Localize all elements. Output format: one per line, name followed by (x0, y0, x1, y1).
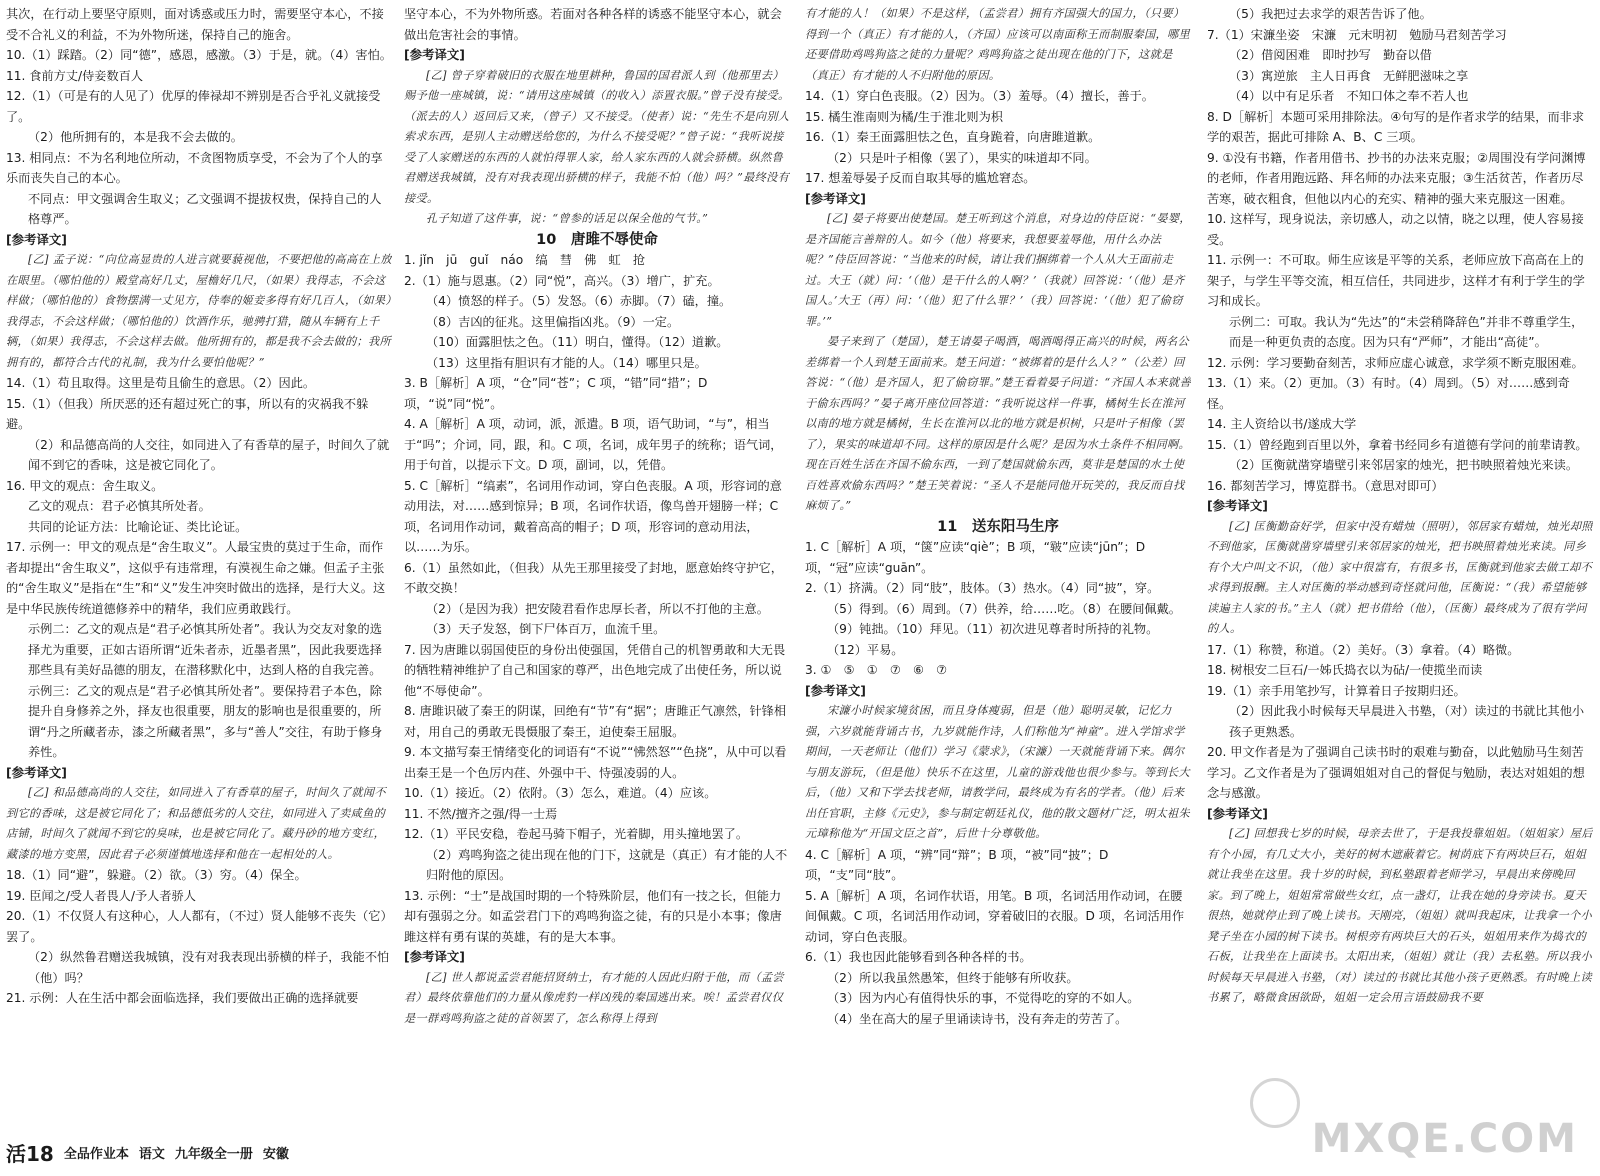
answer-item: 19.（1）亲手用笔抄写，计算着日子按期归还。 (1207, 683, 1466, 698)
answer-item: 15.（1）（但我）所厌恶的还有超过死亡的事，所以有的灾祸我不躲避。 (6, 396, 369, 431)
reference-translation-text: 孔子知道了这件事，说：“曾参的话足以保全他的气节。” (426, 212, 709, 225)
page-number: 活18 (6, 1142, 54, 1166)
answer-item: 13. 示例：“士”是战国时期的一个特殊阶层，他们有一技之长，但能力却有强弱之分。如孟尝君门下的鸡鸣狗盗之徒，有的只是小本事；像唐雎这样有勇有谋的英雄，有的是大本事。 (404, 888, 782, 944)
reference-translation-text: [乙] 匡衡勤奋好学，但家中没有蜡烛（照明），邻居家有蜡烛，烛光却照不到他家，匡衡就凿穿墙壁引来邻居家的烛光，把书映照着烛光来读。同乡有个大户叫文不识，（他）家中很富有，有很多书，匡衡就到他家去做工却不求得到报酬。主人对匡衡的举动感到奇怪就问他，匡衡说：“（我）希望能够读遍主人家的书。”主人（就）把书借给（他），（匡衡）最终成为了很有学问的人。 (1207, 519, 1593, 635)
answer-subitem: 示例二：乙文的观点是“君子必慎其所处者”。我认为交友对象的选择尤为重要，正如古语所谓“近朱者赤，近墨者黑”，因此我要选择那些具有美好品德的朋友，在潜移默化中，达到人格的自我完善。 (28, 622, 382, 677)
answer-subitem: 乙文的观点：君子必慎其所处者。 (28, 499, 211, 513)
answer-item: 9. 本文描写秦王情绪变化的词语有“不说”“怫然怒”“色挠”，从中可以看出秦王是一个色厉内荏、外强中干、恃强凌弱的人。 (404, 745, 787, 780)
answer-item: 8. 唐雎识破了秦王的阴谋，回绝有“节”有“据”；唐雎正气凛然，针锋相对，用自己的勇敢无畏慑服了秦王，迫使秦王屈服。 (404, 704, 787, 739)
answer-item: 13. 相同点：不为名利地位所动，不贪图物质享受，不会为了个人的享乐而丧失自己的本心。 (6, 150, 383, 185)
answer-item: 16. 都刻苦学习，博览群书。（意思对即可） (1207, 478, 1444, 493)
answer-item: 2.（1）施与恩惠。（2）同“悦”，高兴。（3）增广，扩充。 (404, 273, 720, 288)
answer-item: 15.（1）曾经跑到百里以外，拿着书经同乡有道德有学问的前辈请教。 (1207, 437, 1588, 452)
column-2 (404, 4, 790, 1134)
answer-subitem: （3）天子发怒，倒下尸体百万，血流千里。 (426, 622, 666, 636)
answer-item: 10. 这样写，现身说法，亲切感人，动之以情，晓之以理，使人容易接受。 (1207, 212, 1584, 247)
answer-item: 5. C［解析］“缟素”，名词用作动词，穿白色丧服。A 项，形容词的意动用法，对……感到惊异；B 项，名词作状语，像鸟兽开翅膀一样；C 项，名词用作动词，戴着高高的帽子；D 项，形容词的意动用法，以……为乐。 (404, 478, 782, 554)
answer-item: 2.（1）挤满。（2）同“肢”，肢体。（3）热水。（4）同“披”，穿。 (805, 581, 1160, 595)
page-footer (6, 1138, 289, 1167)
answer-subitem: （5）得到。（6）周到。（7）供养，给……吃。（8）在腰间佩戴。 (827, 601, 1181, 616)
reference-translation-heading: [参考译文] (1207, 498, 1268, 513)
reference-translation-text: [乙] 曾子穿着破旧的衣服在地里耕种，鲁国的国君派人到（他那里去）赐予他一座城镇，说：“请用这座城镇（的收入）添置衣服。”曾子没有接受。（派去的人）返回后又来，（曾子）又不接受。（使者）说：“先生不是向别人索求东西，是别人主动赠送给您的，为什么不接受呢？”曾子说：“我听说接受了人家赠送的东西的人就怕得罪人家，给人家东西的人就会骄横。纵然鲁君赠送我城镇，没有对我表现出骄横的样子，我能不怕（他）吗？”最终没有接受。 (404, 68, 790, 205)
answer-subitem: （2）借阅困难 即时抄写 勤奋以借 (1229, 48, 1432, 62)
answer-item: 11. 食前方丈/侍妾数百人 (6, 68, 144, 83)
answer-subitem: （2）因此我小时候每天早晨进入书塾，（对）读过的书就比其他小孩子更熟悉。 (1229, 704, 1585, 739)
answer-continuation: 坚守本心，不为外物所惑。若面对各种各样的诱惑不能坚守本心，就会做出危害社会的事情。 (404, 7, 782, 42)
answer-item: 19. 臣闻之/受人者畏人/予人者骄人 (6, 888, 196, 903)
answer-item: 6.（1）我也因此能够看到各种各样的书。 (805, 950, 1032, 964)
reference-translation-heading: [参考译文] (404, 949, 465, 964)
answer-item: 3. B［解析］A 项，“仓”同“苍”；C 项，“错”同“措”；D 项，“说”同“悦”。 (404, 376, 708, 411)
answer-item: 5. A［解析］A 项，名词作状语，用笔。B 项，名词活用作动词，在腰间佩戴。C 项，名词活用作动词，穿着破旧的衣服。D 项，名词活用作动词，穿白色丧服。 (805, 888, 1185, 944)
answer-continuation: 其次，在行动上要坚守原则，面对诱惑或压力时，需要坚守本心，不接受不合礼义的利益，不为外物所迷，保持自己的施舍。 (6, 7, 384, 42)
reference-translation-text: [乙] 晏子将要出使楚国。楚王听到这个消息，对身边的侍臣说：“晏婴，是齐国能言善辩的人。如今（他）将要来，我想要羞辱他，用什么办法呢？”侍臣回答说：“当他来的时候，请让我们捆绑着一个人从大王面前走过。大王（就）问：‘（他）是干什么的人啊？’（我就）回答说：‘（他）是齐国人。’大王（再）问：‘（他）犯了什么罪？’（我）回答说：‘（他）犯了偷窃罪。’” (805, 212, 1191, 328)
answer-item: 10.（1）踩踏。（2）同“德”，感恩，感激。（3）于是，就。（4）害怕。 (6, 48, 392, 62)
answer-item: 7.（1）宋濂坐姿 宋濂 元末明初 勉励马君刻苦学习 (1207, 27, 1507, 42)
answer-subitem: 示例三：乙文的观点是“君子必慎其所处者”。要保持君子本色，除提升自身修养之外，择友也很重要，朋友的影响也是很重要的，所谓“丹之所藏者赤，漆之所藏者黑”，多与“善人”交往，有助于修身养性。 (28, 683, 383, 759)
answer-subitem: （3）寓逆旅 主人日再食 无鲜肥滋味之享 (1229, 68, 1469, 83)
watermark: MXQE.COM (1311, 1116, 1578, 1162)
reference-translation-heading: [参考译文] (805, 682, 866, 698)
answer-item: 13.（1）来。（2）更加。（3）有时。（4）周到。（5）对……感到奇怪。 (1207, 376, 1570, 411)
answer-item: 4. C［解析］A 项，“辨”同“辩”；B 项，“被”同“披”；D 项，“支”同“肢”。 (805, 847, 1109, 882)
reference-translation-text: [乙] 孟子说：“向位高显贵的人进言就要藐视他，不要把他的高高在上放在眼里。（哪怕他的）殿堂高好几丈，屋檐好几尺，（如果）我得志，不会这样做；（哪怕他的）食物摆满一丈见方，侍奉的姬妾多得有好几百人，（如果）我得志，不会这样做；（哪怕他的）饮酒作乐，驰骋打猎，随从车辆有上千辆，（如果）我得志，不会这样去做。他所拥有的，都是我不会去做的；我所拥有的，都符合古代的礼制，我为什么要怕他呢？” (6, 253, 392, 369)
answer-subitem: （5）我把过去求学的艰苦告诉了他。 (1229, 7, 1432, 21)
answer-subitem: （12）平易。 (827, 642, 904, 657)
answer-item: 14.（1）穿白色丧服。（2）因为。（3）羞辱。（4）擅长，善于。 (805, 89, 1154, 103)
column-3 (805, 4, 1191, 1134)
answer-item: 17. 示例一：甲文的观点是“舍生取义”。人最宝贵的莫过于生命，而作者却提出“舍生取义”，这似乎有违常理，有漠视生命之嫌。但孟子主张的“舍生取义”是指在“生”和“义”发生冲突时做出的选择，是行大义。这是中华民族传统道德修养中的精华，我们应勇敢践行。 (6, 540, 386, 616)
answer-item: 11. 不然/擅齐之强/得一士焉 (404, 806, 558, 821)
answer-subitem: （13）这里指有胆识有才能的人。（14）哪里只是。 (426, 355, 707, 370)
answer-item: 17.（1）称赞，称道。（2）美好。（3）拿着。（4）略微。 (1207, 642, 1520, 657)
answer-subitem: （9）钝拙。（10）拜见。（11）初次进见尊者时所持的礼物。 (827, 622, 1159, 636)
answer-item: 17. 想羞辱晏子反而自取其辱的尴尬窘态。 (805, 171, 1036, 185)
answer-item: 3. ① ⑤ ① ⑦ ⑥ ⑦ (805, 663, 947, 677)
answer-item: 15. 橘生淮南则为橘/生于淮北则为枳 (805, 109, 1003, 124)
reference-translation-heading: [参考译文] (805, 190, 866, 206)
reference-translation-text: [乙] 世人都说孟尝君能招贤纳士，有才能的人因此归附于他，而（孟尝君）最终依靠他们的力量从像虎豹一样凶残的秦国逃出来。唉！孟尝君仅仅是一群鸡鸣狗盗之徒的首领罢了，怎么称得上得到 (404, 970, 784, 1025)
answer-item: 8. D［解析］本题可采用排除法。④句写的是作者求学的结果，而非求学的艰苦，据此可排除 A、B、C 三项。 (1207, 109, 1585, 144)
answer-subitem: 共同的论证方法：比喻论证、类比论证。 (28, 519, 248, 534)
answer-item: 18. 树根安二巨石/一姊氏捣衣以为砧/一使揽坐而读 (1207, 663, 1483, 677)
answer-subitem: 不同点：甲文强调舍生取义；乙文强调不提拔权贵，保持自己的人格尊严。 (28, 191, 382, 226)
answer-item: 20. 甲文作者是为了强调自己读书时的艰难与勤奋，以此勉励马生刻苦学习。乙文作者是为了强调姐姐对自己的督促与勉励，表达对姐姐的想念与感激。 (1207, 745, 1585, 800)
answer-subitem: （8）吉凶的征兆。这里偏指凶兆。（9）一定。 (426, 314, 680, 329)
column-4 (1207, 4, 1593, 1134)
answer-item: 18.（1）同“避”，躲避。（2）欲。（3）穷。（4）保全。 (6, 868, 307, 882)
answer-item: 9. ①没有书籍，作者用借书、抄书的办法来克服；②周围没有学问渊博的老师，作者用跑远路、拜名师的办法来克服；③生活贫苦，作者历尽苦寒，破衣粗食，但他以内心的充实、精神的强大来克服这一困难。 (1207, 150, 1586, 206)
answer-item: 12.（1）（可是有的人见了）优厚的俸禄却不辨别是否合乎礼义就接受了。 (6, 89, 381, 124)
answer-item: 21. 示例：人在生活中都会面临选择，我们要做出正确的选择就要 (6, 991, 359, 1005)
answer-subitem: （2）他所拥有的，本是我不会去做的。 (28, 130, 243, 144)
subject-name: 语文 (138, 1147, 165, 1162)
answer-subitem: （4）以中有足乐者 不知口体之奉不若人也 (1229, 89, 1469, 103)
section-title: 11 送东阳马生序 (937, 518, 1059, 535)
answer-subitem: （2）（是因为我）把安陵君看作忠厚长者，所以不打他的主意。 (426, 601, 769, 616)
answer-item: 11. 示例一：不可取。师生应该是平等的关系，老师应放下高高在上的架子，与学生平等交流，相互信任，共同进步，这样才有利于学生的学习和成长。 (1207, 253, 1585, 308)
answer-subitem: （2）只是叶子相像（罢了），果实的味道却不同。 (827, 150, 1097, 165)
answer-item: 14.（1）苟且取得。这里是苟且偷生的意思。（2）因此。 (6, 376, 316, 390)
answer-subitem: （3）因为内心有值得快乐的事，不觉得吃的穿的不如人。 (827, 991, 1140, 1005)
reference-translation-heading: [参考译文] (6, 231, 67, 247)
reference-translation-text: [乙] 和品德高尚的人交往，如同进入了有香草的屋子，时间久了就闻不到它的香味，这是被它同化了；和品德低劣的人交往，如同进入了卖咸鱼的店铺，时间久了就闻不到它的臭味，也是被它同化了。藏丹砂的地方变红，藏漆的地方变黑，因此君子必须谨慎地选择和他在一起相处的人。 (6, 786, 386, 861)
answer-subitem: （2）和品德高尚的人交往，如同进入了有香草的屋子，时间久了就闻不到它的香味，这是被它同化了。 (28, 437, 390, 472)
answer-item: 6.（1）虽然如此，（但我）从先王那里接受了封地，愿意始终守护它，不敢交换！ (404, 560, 783, 595)
reference-translation-text: [乙] 回想我七岁的时候，母亲去世了，于是我投靠姐姐。（姐姐家）屋后有个小园，有几丈大小，美好的树木遮蔽着它。树荫底下有两块巨石，姐姐就让我坐在这里。我十岁的时候，到私塾跟着老师学习，早晨出来傍晚回家。到了晚上，姐姐常常做些女红，点一盏灯，让我在她的身旁读书。夏天很热，她就停止到了晚上读书。天刚亮，（姐姐）就叫我起床，让我拿一个小凳子坐在小园的树下读书。树根旁有两块巨大的石头，姐姐用来作为捣衣的石板，让我坐在上面读书。太阳出来，（姐姐）就让（我）去私塾。所以我小时候每天早晨进入书塾，（对）读过的书就比其他小孩子更熟悉。有时晚上读书累了，略微食困欲卧，姐姐一定会用言语鼓励我不要 (1207, 827, 1593, 1004)
reference-translation-heading: [参考译文] (6, 764, 67, 780)
answer-item: 10.（1）接近。（2）依附。（3）怎么，难道。（4）应该。 (404, 786, 717, 800)
region-name: 安徽 (262, 1147, 289, 1162)
answer-subitem: （2）所以我虽然愚笨，但终于能够有所收获。 (827, 970, 1079, 985)
answer-subitem: （4）坐在高大的屋子里诵读诗书，没有奔走的劳苦了。 (827, 1011, 1128, 1026)
reference-translation-text: 晏子来到了（楚国），楚王请晏子喝酒，喝酒喝得正高兴的时候，两名公差绑着一个人到楚王面前来。楚王问道：“被绑着的是什么人？”（公差）回答说：“（他）是齐国人，犯了偷窃罪。”楚王看着晏子问道：“齐国人本来就善于偷东西吗？”晏子离开座位回答道：“我听说这样一件事，橘树生长在淮河以南的地方就是橘树，生长在淮河以北的地方就是枳树，只是叶子相像（罢了），果实的味道却不同。这样的原因是什么呢？是因为水土条件不相同啊。现在百姓生活在齐国不偷东西，一到了楚国就偷东西，莫非是楚国的水土使百姓喜欢偷东西吗？”楚王笑着说：“圣人不是能同他开玩笑的，我反而自找麻烦了。” (805, 335, 1191, 512)
answer-item: 4. A［解析］A 项，动词，派，派遣。B 项，语气助词，“与”，相当于“吗”；介词，同，跟，和。C 项，名词，成年男子的统称；语气词，用于句首，以提示下文。D 项，副词，以，凭借。 (404, 417, 783, 472)
series-name: 全品作业本 (63, 1147, 129, 1162)
answer-item: 16.（1）秦王面露胆怯之色，直身跪着，向唐雎道歉。 (805, 130, 1101, 144)
answer-item: 12. 示例：学习要勤奋刻苦，求师应虚心诚意，求学须不断克服困难。 (1207, 355, 1584, 370)
answer-item: 1. jǐn jū guǐ náo 缟 彗 佛 虹 抢 (404, 253, 646, 267)
answer-item: 12.（1）平民安稳，卷起马骑下帽子，光着脚，用头撞地罢了。 (404, 827, 749, 841)
column-1 (6, 4, 392, 1134)
grade-name: 九年级全一册 (174, 1147, 253, 1162)
reference-translation-text: 宋濂小时候家境贫困，而且身体瘦弱，但是（他）聪明灵敏，记忆力强，六岁就能背诵古书，九岁就能作诗，人们称他为“神童”。进入学馆求学期间，一天老师让（他们）学习《蒙求》，（宋濂）一天就能背诵下来。偶尔与朋友游玩，（但是他）快乐不在这里，儿童的游戏他也很少参与。等到长大后，（他）又和下学去找老师，请教学问，最终成为有名的学者。（他）后来出任官职，主修《元史》，参与制定朝廷礼仪，他的散文题材广泛，明太祖朱元璋称他为“开国文臣之首”，后世十分尊敬他。 (805, 704, 1190, 840)
answer-subitem: （2）匡衡就凿穿墙壁引来邻居家的烛光，把书映照着烛光来读。 (1229, 458, 1579, 472)
reference-translation-heading: [参考译文] (1207, 805, 1268, 821)
answer-subitem: （4）愤怒的样子。（5）发怒。（6）赤脚。（7）磕，撞。 (426, 294, 732, 308)
answer-item: 1. C［解析］A 项，“箧”应读“qiè”；B 项，“皲”应读“jūn”；D 项，“冠”应读“guān”。 (805, 540, 1146, 575)
answer-item: 14. 主人资给以书/遂成大学 (1207, 417, 1357, 431)
answer-subitem: （10）面露胆怯之色。（11）明白，懂得。（12）道歉。 (426, 335, 729, 349)
answer-item: 7. 因为唐雎以弱国使臣的身份出使强国，凭借自己的机智勇敢和大无畏的牺牲精神维护了自己和国家的尊严，出色地完成了出使任务，所以说他“不辱使命”。 (404, 642, 786, 698)
answer-subitem: （2）纵然鲁君赠送我城镇，没有对我表现出骄横的样子，我能不怕（他）吗？ (28, 950, 390, 985)
reference-translation-text: 有才能的人！（如果）不是这样，（孟尝君）拥有齐国强大的国力，（只要）得到一个（真正）有才能的人，（齐国）应该可以南面称王而制服秦国，哪里还要借助鸡鸣狗盗之徒的力量呢？鸡鸣狗盗之徒出现在他的门下，这就是（真正）有才能的人不归附他的原因。 (805, 7, 1190, 82)
answer-item: 20.（1）不仅贤人有这种心，人人都有，（不过）贤人能够不丧失（它）罢了。 (6, 909, 387, 944)
watermark-logo-icon (1250, 1078, 1300, 1128)
answer-item: 16. 甲文的观点：舍生取义。 (6, 478, 164, 493)
section-title: 10 唐雎不辱使命 (536, 231, 658, 248)
answer-subitem: （2）鸡鸣狗盗之徒出现在他的门下，这就是（真正）有才能的人不归附他的原因。 (426, 847, 788, 882)
reference-translation-heading: [参考译文] (404, 47, 465, 62)
answer-subitem: 示例二：可取。我认为“先达”的“未尝稍降辞色”并非不尊重学生，而是一种更负责的态度。因为只有“严师”，才能出“高徒”。 (1229, 314, 1584, 349)
